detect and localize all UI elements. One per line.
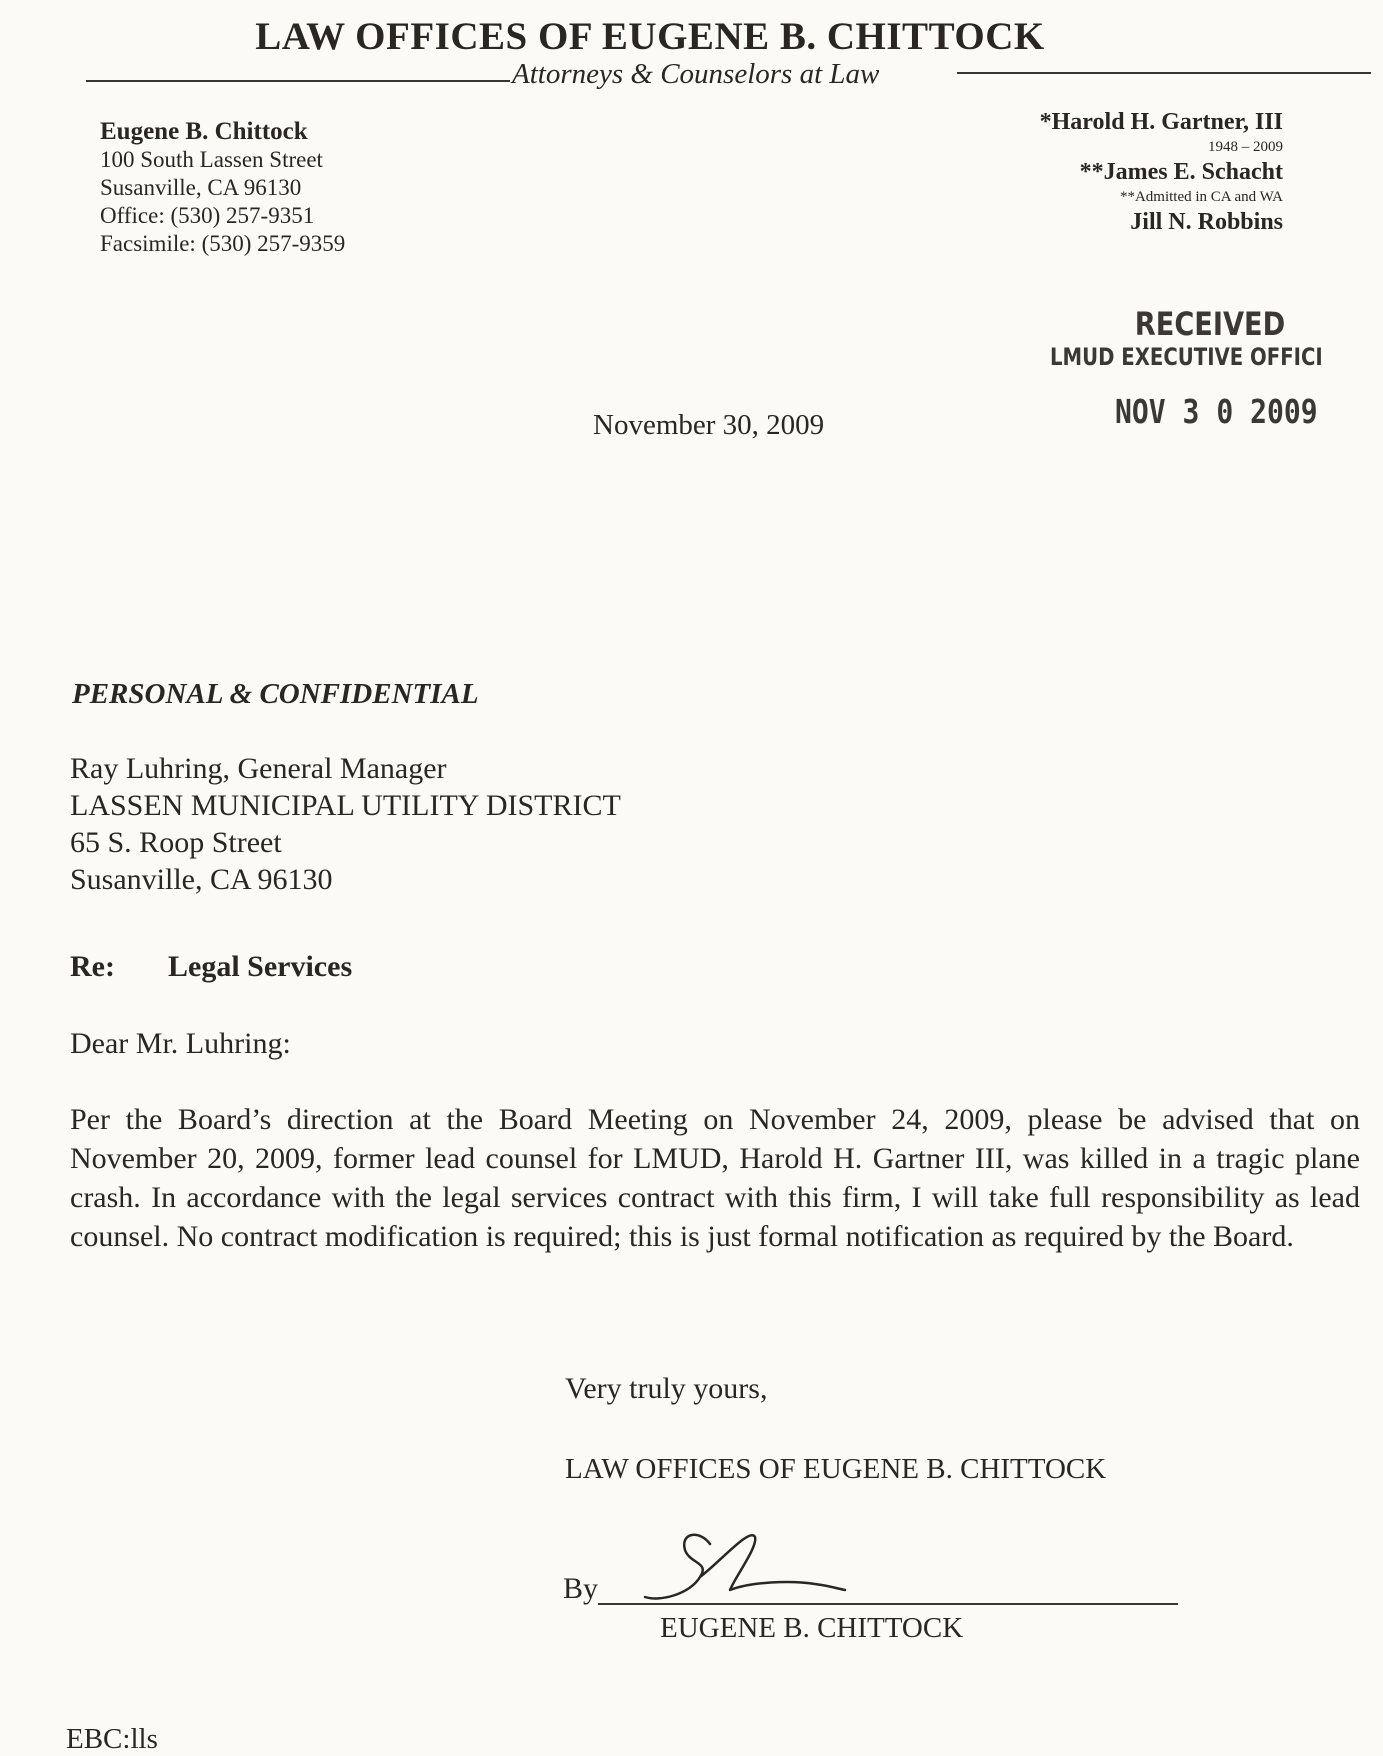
closing-firm-name: LAW OFFICES OF EUGENE B. CHITTOCK <box>565 1453 1107 1485</box>
attorney-gartner: *Harold H. Gartner, III <box>1039 109 1283 135</box>
recipient-name: Ray Luhring, General Manager <box>70 752 447 785</box>
received-stamp-label: RECEIVED <box>1134 305 1286 343</box>
received-stamp-date: NOV 3 0 2009 <box>1115 392 1318 431</box>
sender-address <box>100 118 345 258</box>
subject-label: Re: <box>70 950 115 983</box>
recipient-street: 65 S. Roop Street <box>70 826 282 859</box>
attorney-gartner-years: 1948 – 2009 <box>1208 139 1283 155</box>
attorney-robbins: Jill N. Robbins <box>1130 209 1283 235</box>
recipient-organization: LASSEN MUNICIPAL UTILITY DISTRICT <box>70 789 621 822</box>
attorney-schacht-note: **Admitted in CA and WA <box>1119 189 1283 205</box>
recipient-address <box>70 750 621 898</box>
signature-line <box>598 1603 1178 1605</box>
subject-text: Legal Services <box>168 950 353 983</box>
signer-name: EUGENE B. CHITTOCK <box>660 1612 964 1644</box>
sender-street: 100 South Lassen Street <box>100 147 323 172</box>
by-label: By <box>563 1572 599 1605</box>
letterhead-rule-right <box>957 72 1371 74</box>
subject-line <box>70 950 353 984</box>
sender-fax: Facsimile: (530) 257-9359 <box>100 231 346 256</box>
sender-city: Susanville, CA 96130 <box>100 175 302 200</box>
firm-tagline: Attorneys & Counselors at Law <box>512 58 880 90</box>
closing: Very truly yours, <box>565 1372 768 1405</box>
received-stamp-office: LMUD EXECUTIVE OFFICI <box>1050 343 1323 371</box>
body-paragraph: Per the Board’s direction at the Board Meeting on November 24, 2009, please be advised that on November 20, 2009, former lead counsel for LMUD, Harold H. Gartner III, was killed in a tragic plane crash. In accordance with the legal services contract with this firm, I will take full responsibility as lead counsel. No contract modification is required; this is just formal notification as required by the Board. <box>70 1103 1360 1253</box>
sender-office-phone: Office: (530) 257-9351 <box>100 203 315 228</box>
attorney-schacht: **James E. Schacht <box>1079 159 1283 185</box>
typist-initials: EBC:lls <box>66 1723 158 1755</box>
firm-name: LAW OFFICES OF EUGENE B. CHITTOCK <box>255 15 1045 58</box>
attorney-list <box>1040 108 1283 236</box>
sender-name: Eugene B. Chittock <box>100 118 308 145</box>
letterhead-rule-left <box>86 80 510 82</box>
letter-date: November 30, 2009 <box>593 409 825 441</box>
confidential-notice: PERSONAL & CONFIDENTIAL <box>72 678 479 710</box>
salutation: Dear Mr. Luhring: <box>70 1027 291 1060</box>
recipient-city: Susanville, CA 96130 <box>70 863 333 896</box>
